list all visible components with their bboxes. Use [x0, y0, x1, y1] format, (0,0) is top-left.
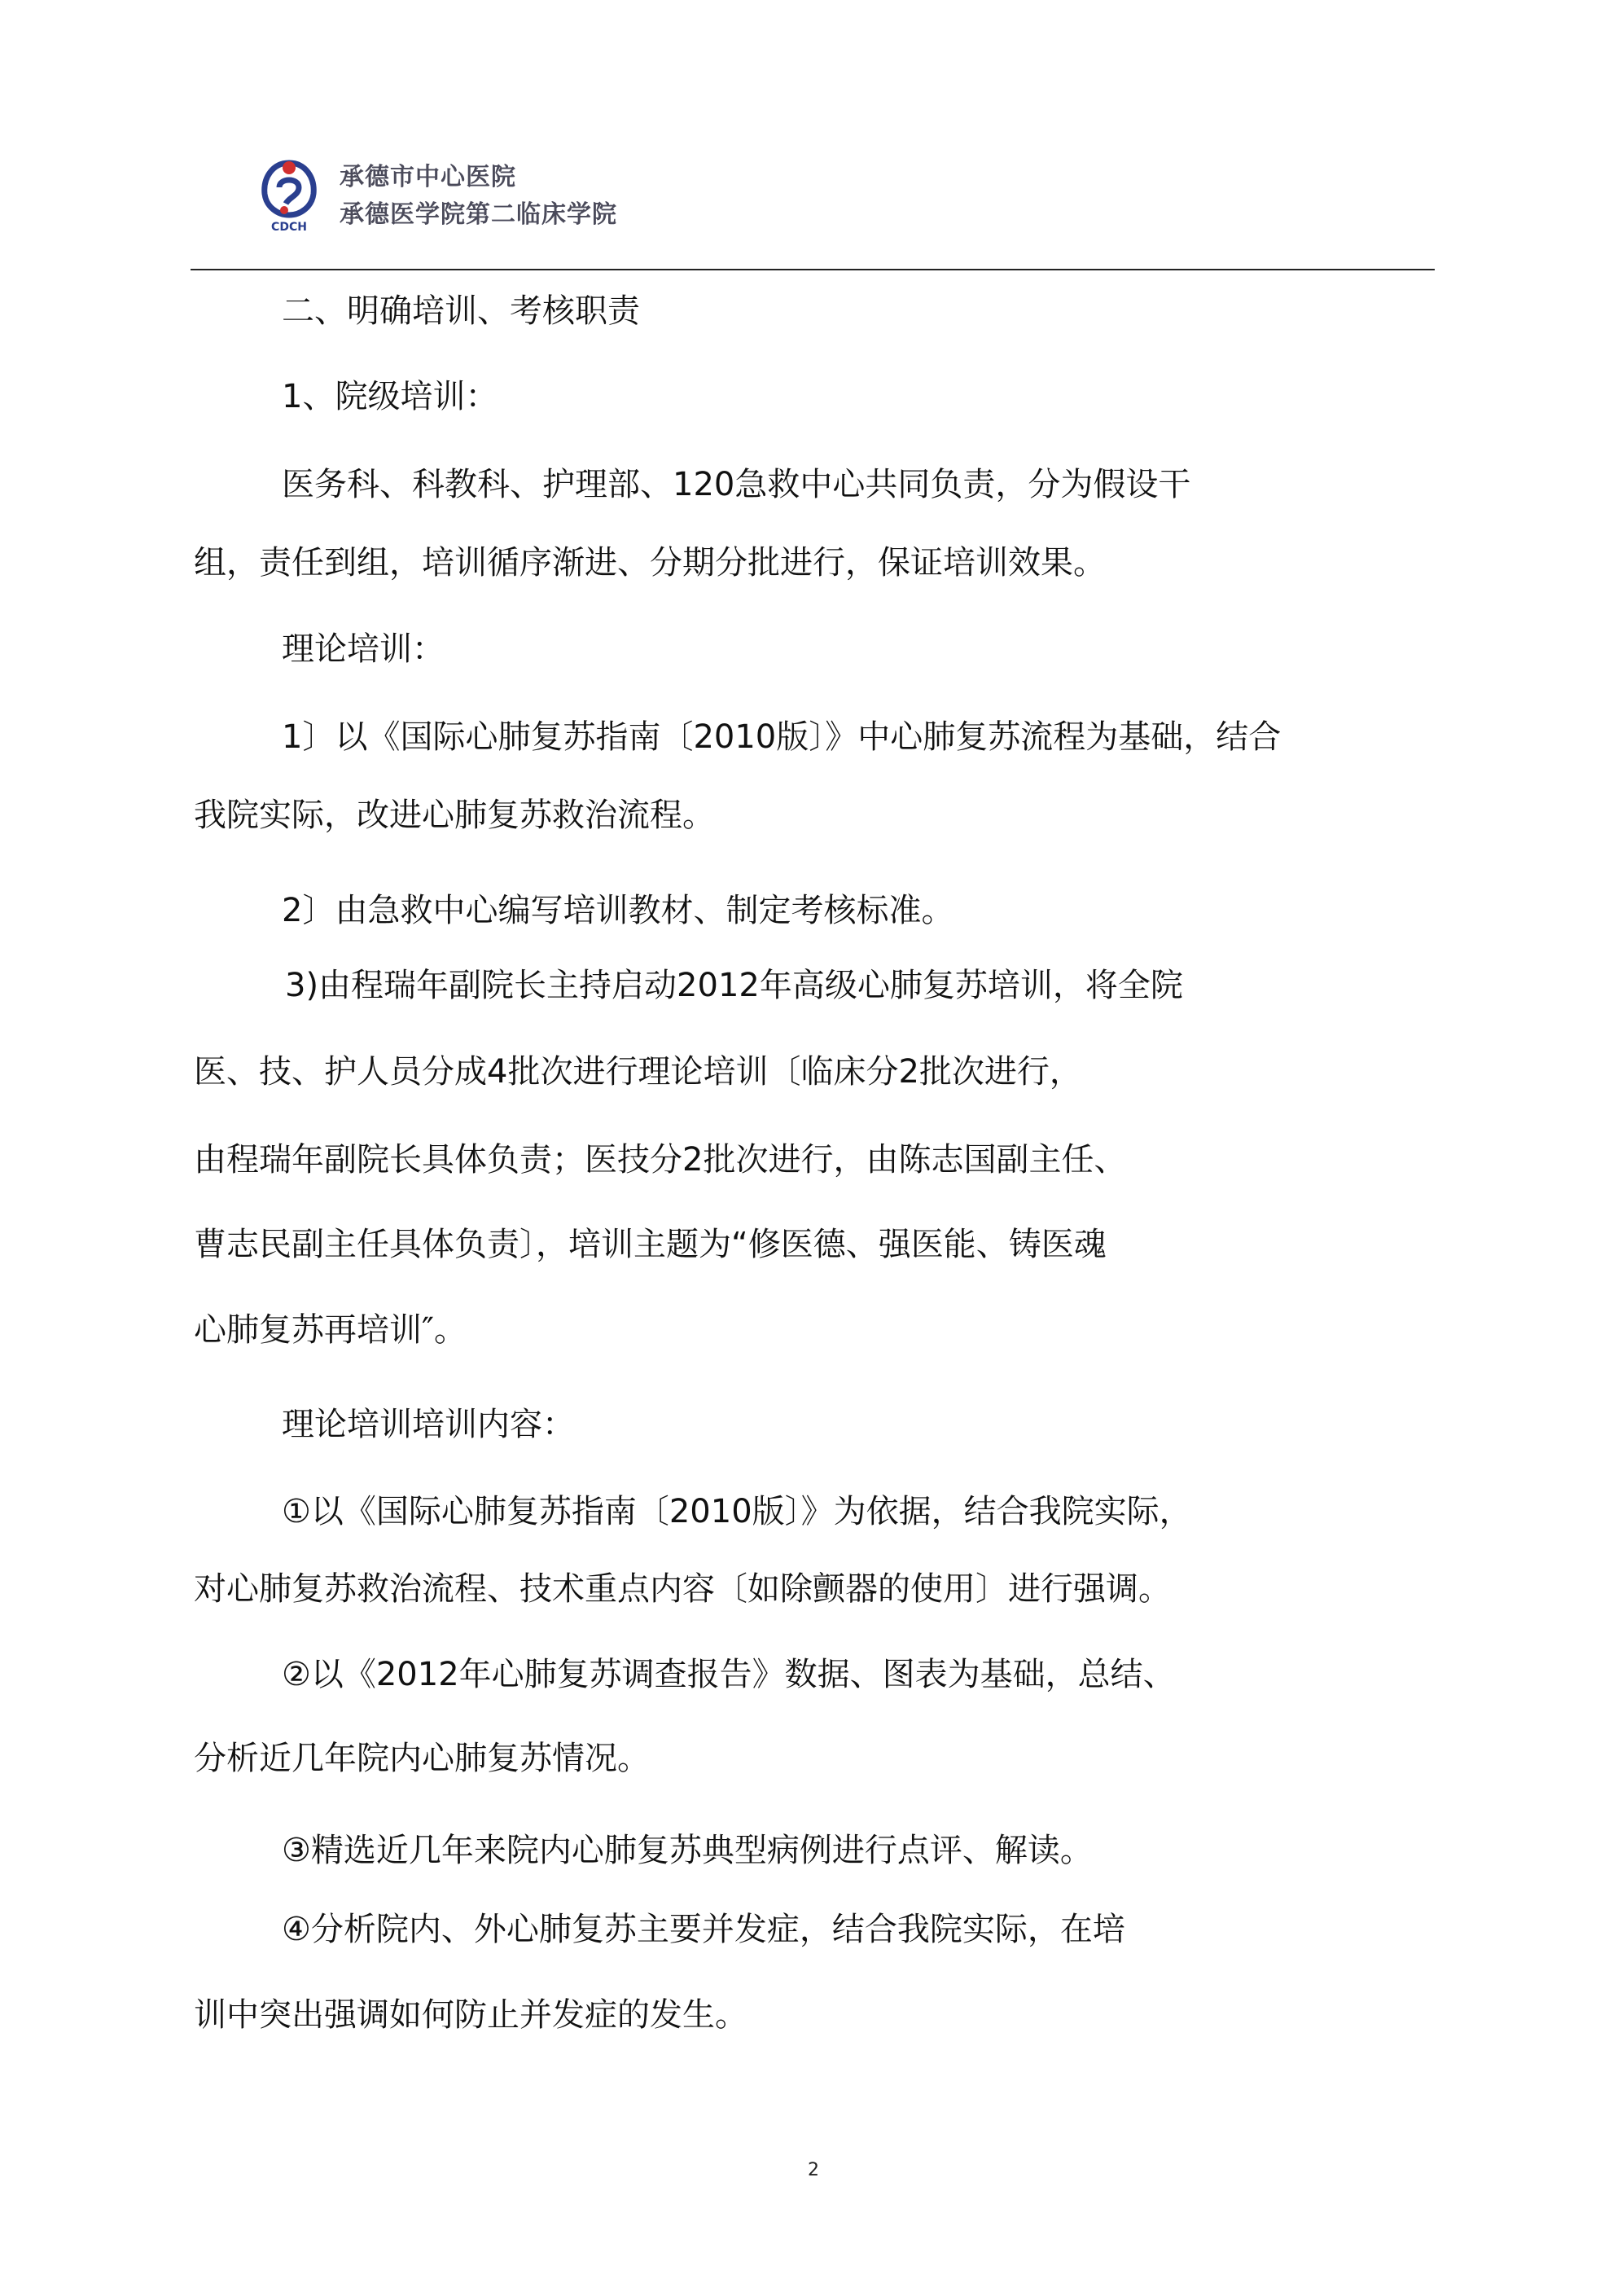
logo-text: CDCH — [271, 221, 307, 234]
page-number: 2 — [808, 2160, 819, 2180]
list-item: ②以《2012年心肺复苏调查报告》数据、图表为基础，总结、 — [282, 1656, 1176, 1693]
list-item-continuation: 分析近几年院内心肺复苏情况。 — [194, 1740, 650, 1777]
paragraph-line: 曹志民副主任具体负责〕，培训主题为“修医德、强医能、铸医魂 — [194, 1226, 1107, 1263]
paragraph-line: 2〕由急救中心编写培训教材、制定考核标准。 — [282, 892, 954, 929]
paragraph-line: 医、技、护人员分成4批次进行理论培训〔临床分2批次进行， — [194, 1053, 1082, 1091]
paragraph-line: 我院实际，改进心肺复苏救治流程。 — [194, 797, 715, 834]
subheading: 理论培训培训内容： — [282, 1406, 575, 1443]
list-item-continuation: 训中突出强调如何防止并发症的发生。 — [194, 1996, 747, 2034]
header-rule — [191, 269, 1435, 270]
subheading: 理论培训： — [282, 630, 445, 668]
paragraph-line: 3)由程瑞年副院长主持启动2012年高级心肺复苏培训，将全院 — [285, 967, 1183, 1004]
list-item: ①以《国际心肺复苏指南〔2010版〕》为依据，结合我院实际， — [282, 1493, 1192, 1530]
paragraph-line: 心肺复苏再培训″。 — [194, 1311, 467, 1349]
paragraph-line: 组，责任到组，培训循序渐进、分期分批进行，保证培训效果。 — [194, 544, 1106, 582]
list-item: ③精选近几年来院内心肺复苏典型病例进行点评、解读。 — [282, 1832, 1093, 1869]
paragraph-line: 1〕以《国际心肺复苏指南〔2010版〕》中心肺复苏流程为基础，结合 — [282, 718, 1282, 756]
hospital-logo — [248, 153, 330, 235]
paragraph-line: 由程瑞年副院长具体负责；医技分2批次进行，由陈志国副主任、 — [194, 1141, 1127, 1179]
list-item: ④分析院内、外心肺复苏主要并发症，结合我院实际，在培 — [282, 1911, 1125, 1948]
document-header — [248, 147, 737, 236]
paragraph-line: 医务科、科教科、护理部、120急救中心共同负责，分为假设干 — [282, 466, 1191, 503]
section-heading: 二、明确培训、考核职责 — [282, 292, 640, 330]
hospital-name: 承德市中心医院 — [340, 163, 516, 191]
college-name: 承德医学院第二临床学院 — [340, 200, 617, 229]
subheading: 1、院级培训： — [282, 378, 498, 415]
list-item-continuation: 对心肺复苏救治流程、技术重点内容〔如除颤器的使用〕进行强调。 — [194, 1570, 1171, 1608]
